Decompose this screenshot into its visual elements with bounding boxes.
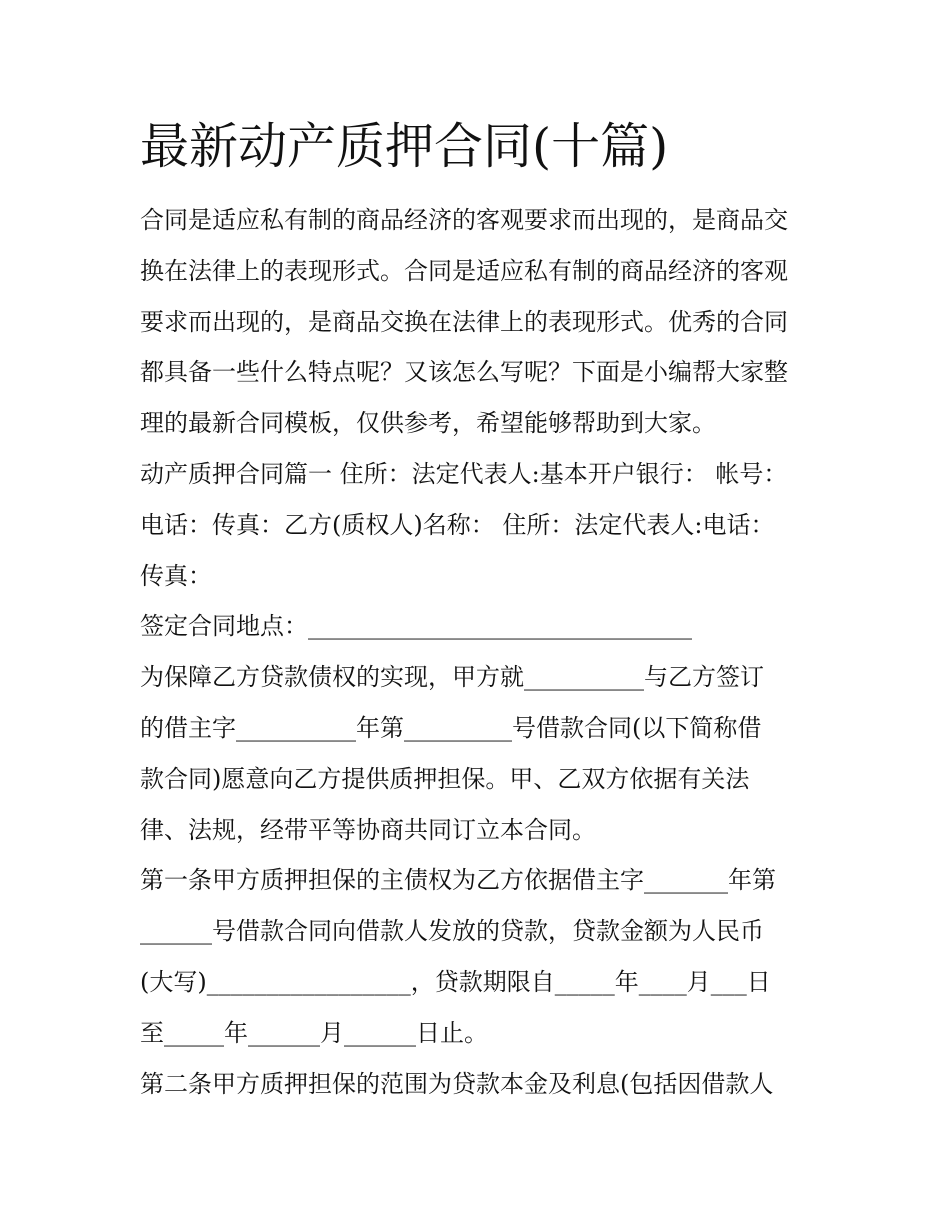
document-body: [140, 195, 820, 1109]
body-line-11: 的借主字__________年第_________号借款合同(以下简称借: [140, 713, 762, 742]
body-line-7: 电话：传真：乙方(质权人)名称： 住所：法定代表人:电话：: [140, 510, 775, 539]
body-line-2: 换在法律上的表现形式。合同是适应私有制的商品经济的客观: [140, 256, 788, 285]
body-line-10: 为保障乙方贷款债权的实现，甲方就__________与乙方签订: [140, 663, 764, 692]
body-line-8: 传真：: [140, 561, 212, 590]
document-title: 最新动产质押合同(十篇): [140, 118, 669, 175]
body-line-12: 款合同)愿意向乙方提供质押担保。甲、乙双方依据有关法: [140, 764, 750, 793]
body-line-15: ______号借款合同向借款人发放的贷款，贷款金额为人民币: [140, 917, 764, 946]
body-line-17: 至_____年______月______日止。: [140, 1018, 488, 1047]
body-line-16: (大写)_________________，贷款期限自_____年____月___日: [140, 967, 771, 996]
body-line-18: 第二条甲方质押担保的范围为贷款本金及利息(包括因借款人: [140, 1069, 774, 1098]
body-line-1: 合同是适应私有制的商品经济的客观要求而出现的，是商品交: [140, 206, 788, 234]
body-line-13: 律、法规，经带平等协商共同订立本合同。: [140, 815, 596, 844]
body-line-14: 第一条甲方质押担保的主债权为乙方依据借主字_______年第: [140, 866, 776, 895]
body-line-4: 都具备一些什么特点呢？又该怎么写呢？下面是小编帮大家整: [140, 358, 788, 387]
body-line-3: 要求而出现的，是商品交换在法律上的表现形式。优秀的合同: [140, 307, 788, 336]
body-line-9: 签定合同地点：________________________________: [140, 612, 692, 641]
body-line-5: 理的最新合同模板，仅供参考，希望能够帮助到大家。: [140, 409, 716, 438]
body-line-6: 动产质押合同篇一 住所：法定代表人:基本开户银行： 帐号：: [140, 459, 788, 488]
